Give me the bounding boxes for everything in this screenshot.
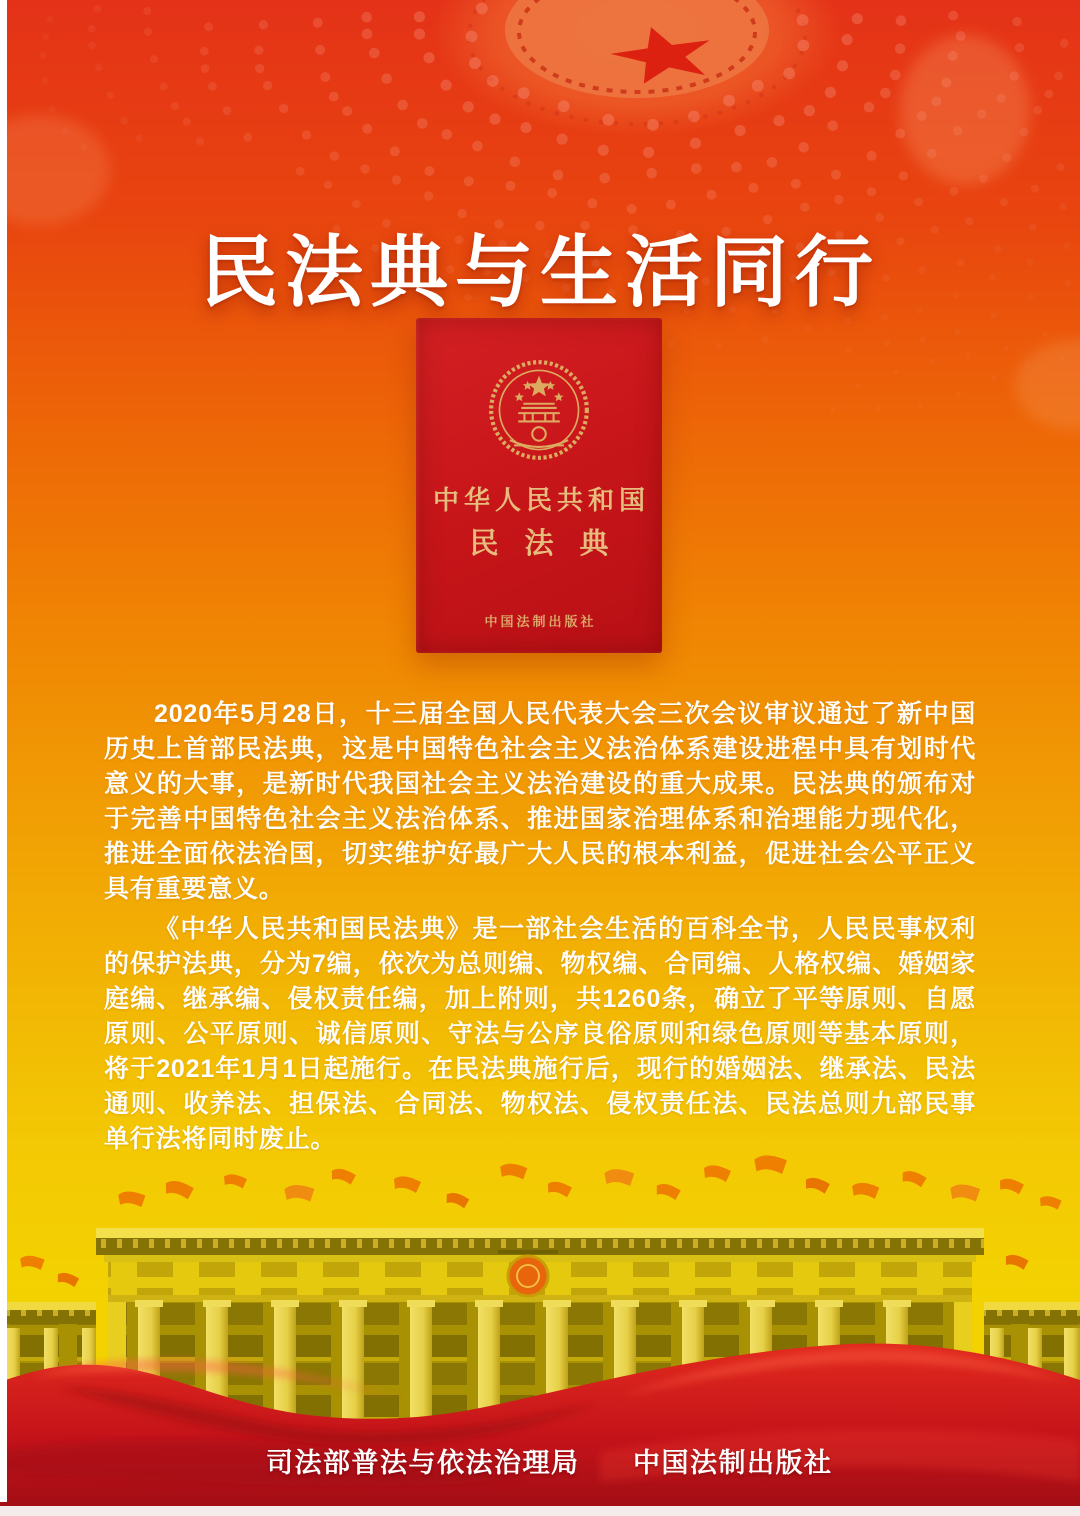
footer-issuer: 司法部普法与依法治理局 (266, 1448, 580, 1478)
poster-title: 民法典与生活同行 (199, 228, 880, 317)
paragraph-1: 2020年5月28日，十三届全国人民代表大会三次会议审议通过了新中国历史上首部民法典，这是中国特色社会主义法治体系建设进程中具有划时代意义的大事，是新时代我国社会主义法治建设的重大成果。民法典的颁布对于完善中国特色社会主义法治体系、推进国家治理体系和治理能力现代化，推进全面依法治国，切实维护好最广大人民的根本利益，促进社会公平正义具有重要意义。 (104, 700, 976, 903)
body-text (104, 697, 976, 1157)
left-edge-strip (0, 0, 7, 1502)
book-publisher: 中国法制出版社 (484, 614, 597, 629)
book-title: 民法典 (469, 528, 635, 560)
civil-code-book (416, 318, 662, 653)
paragraph-2: 《中华人民共和国民法典》是一部社会生活的百科全书，人民民事权利的保护法典，分为7编，依次为总则编、物权编、合同编、人格权编、婚姻家庭编、继承编、侵权责任编，加上附则，共1260条，确立了平等原则、自愿原则、公平原则、诚信原则、守法与公序良俗原则和绿色原则等基本原则，将于2021年1月1日起施行。在民法典施行后，现行的婚姻法、继承法、民法通则、收养法、担保法、合同法、物权法、侵权责任法、民法总则九部民事单行法将同时废止。 (104, 915, 976, 1153)
red-ribbon (0, 1330, 1080, 1516)
footer-publisher: 中国法制出版社 (633, 1448, 833, 1478)
national-emblem-icon (487, 358, 591, 462)
bottom-edge-strip (0, 1506, 1080, 1516)
book-country-line: 中华人民共和国 (432, 486, 650, 515)
